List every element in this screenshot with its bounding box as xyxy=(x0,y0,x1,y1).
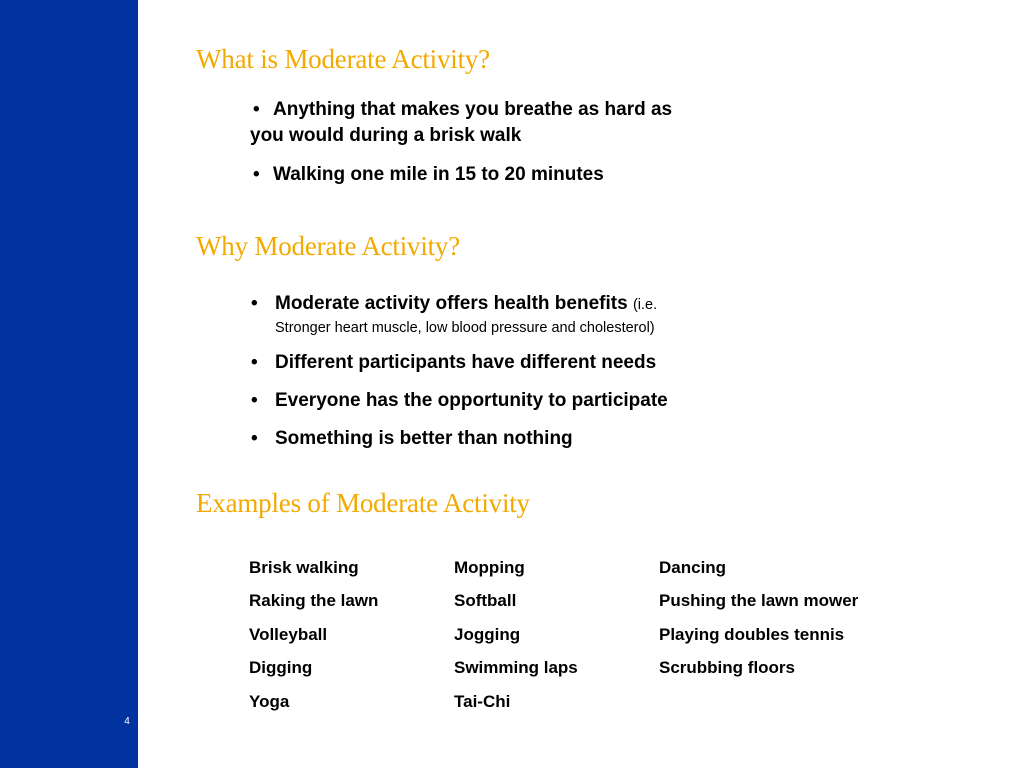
heading-what-is-moderate-activity: What is Moderate Activity? xyxy=(196,44,490,74)
table-cell: Mopping xyxy=(454,557,525,577)
why-bullet-3-text: Everyone has the opportunity to participate xyxy=(275,390,668,411)
why-bullet-1 xyxy=(251,291,668,338)
table-row xyxy=(249,685,858,719)
table-cell: Jogging xyxy=(454,624,521,644)
why-bullet-4-text: Something is better than nothing xyxy=(275,428,573,449)
what-bullet-2-text: Walking one mile in 15 to 20 minutes xyxy=(273,164,604,185)
bullet-dot: • xyxy=(253,99,260,120)
table-cell: Playing doubles tennis xyxy=(659,624,845,644)
table-cell: Volleyball xyxy=(249,624,328,644)
table-row xyxy=(249,551,858,585)
why-bullet-1-note-rest: Stronger heart muscle, low blood pressure and cholesterol) xyxy=(275,320,655,336)
table-cell: Digging xyxy=(249,658,313,678)
page-number: 4 xyxy=(124,716,130,727)
bullet-dot: • xyxy=(251,428,258,449)
examples-table xyxy=(249,551,858,719)
table-cell xyxy=(659,685,858,719)
bullet-dot: • xyxy=(251,352,258,373)
why-bullet-1-main: Moderate activity offers health benefits xyxy=(275,293,628,314)
why-bullet-list xyxy=(251,291,668,452)
why-bullet-3 xyxy=(251,388,668,414)
table-cell: Dancing xyxy=(659,557,727,577)
what-bullet-2 xyxy=(253,162,672,188)
table-cell: Scrubbing floors xyxy=(659,658,795,678)
sidebar-band xyxy=(0,0,138,768)
bullet-dot: • xyxy=(251,293,258,314)
why-bullet-2 xyxy=(251,350,668,376)
table-row xyxy=(249,652,858,686)
table-cell: Pushing the lawn mower xyxy=(659,591,859,611)
why-bullet-4 xyxy=(251,426,668,452)
table-cell: Tai-Chi xyxy=(454,691,511,711)
table-row xyxy=(249,585,858,619)
what-bullet-list xyxy=(250,97,673,188)
what-bullet-1-continuation xyxy=(250,123,672,149)
heading-why-moderate-activity: Why Moderate Activity? xyxy=(196,231,461,261)
table-row xyxy=(249,618,858,652)
table-cell: Brisk walking xyxy=(249,557,359,577)
what-bullet-1-line-1: Anything that makes you breathe as hard as xyxy=(273,99,673,120)
why-bullet-2-text: Different participants have different needs xyxy=(275,352,657,373)
table-cell: Swimming laps xyxy=(454,658,578,678)
table-cell: Softball xyxy=(454,591,517,611)
what-bullet-1-line-2: you would during a brisk walk xyxy=(250,125,522,146)
table-cell: Raking the lawn xyxy=(249,591,379,611)
what-bullet-1 xyxy=(253,97,673,123)
bullet-dot: • xyxy=(253,164,260,185)
why-bullet-1-note-start: (i.e. xyxy=(632,297,658,313)
table-cell: Yoga xyxy=(249,691,290,711)
bullet-dot: • xyxy=(251,390,258,411)
heading-examples-of-moderate-activity: Examples of Moderate Activity xyxy=(196,488,530,518)
